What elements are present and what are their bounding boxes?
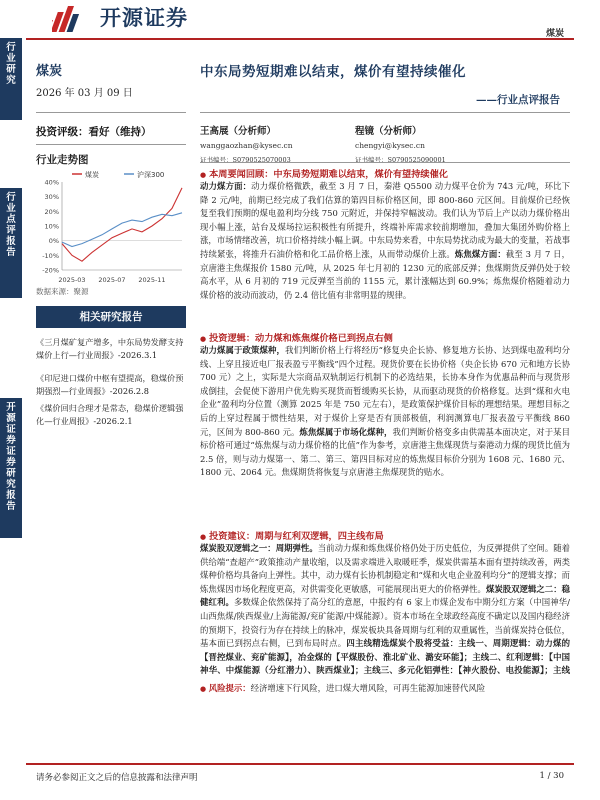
trend-chart-svg (36, 168, 186, 284)
lead-in: 四主线精选煤炭个股将受益：主线一、周期逻辑：动力煤的【晋控煤业、兖矿能源】，冶金煤的【平煤股份、淮北矿业、潞安环能】；主线二、红利逻辑：【中国神华、中煤能源（分红潜力）、陕西煤业】；主线三、多元化铝弹性：【神火股份、电投能源】；主线 (200, 638, 570, 676)
lead-in: 炼焦煤方面： (454, 248, 506, 259)
series-line (62, 188, 182, 261)
y-tick-label: 10% (44, 222, 59, 231)
lead-in: 动力煤方面： (200, 181, 252, 191)
divider (36, 144, 186, 145)
y-tick-label: -10% (42, 251, 59, 260)
trend-chart (36, 168, 186, 284)
trend-chart-title: 行业走势图 (36, 154, 89, 166)
related-report-item[interactable]: 《印尼进口煤价中枢有望提高，稳煤价预期强烈—行业周报》-2026.2.8 (36, 373, 184, 396)
y-tick-label: 30% (44, 193, 59, 202)
paragraph-text: 多数煤企依然保持了高分红的意愿，中报约有 6 家上市煤企发布中期分红方案（中国神华/山西焦煤/陕西煤业/上海能源/兖矿能源/中煤能源）。资本市场在全球政经高度不确定以及国内稳经济的预期下，投资行为存在持续上的脉冲，煤炭板块具备周期与红利的双重属性，当前煤炭持仓低位，基本面已到拐点右侧，已到布局时点。 (200, 597, 570, 649)
lead-in: 煤炭股双逻辑之二：稳健红利。 (200, 583, 570, 608)
paragraph-text: 我们判断价格变多由供需基本面决定，对于某目标价格可通过“炼焦煤与动力煤价格的比值”作为参考，京唐港主焦煤现货与秦港动力煤的现货比值为 2.5 倍，则与动力煤第一、第二、第三、第四目标对应的炼焦煤目标价分别为 1608 元、1680 元、1800 元、2064 元。焦煤期货将恢复与京唐港主焦煤现货的贴水。 (200, 426, 570, 478)
paragraph-text: 截至 3 月 7 日，京唐港主焦煤报价 1580 元/吨，从 2025 年七月初的 1230 元的底部反弹；焦煤期货反弹仍处于较高水平，从 6 月初的 719 元反弹至当前的 1155 元，累计涨幅达到 60.9%；炼焦煤价格随着动力煤价格的波动而波动，仍 2.4 倍比值有非常明显的规律。 (200, 248, 570, 300)
paragraph-text: 我们判断价格上行将经历“修复央企长协、修复地方长协、达到煤电盈利均分线、上穿且接近电厂报表盈亏平衡线”四个过程。现货价要在长协价格（央企长协 670 元和地方长协 700 元）之上，实际是大宗商品双轨制运行机制下的必选结果，长协本身作为优惠品种而与现货形成倒挂，会促使下游用户优先购买现货而暂缓购买长协，从而驱动现货的价格修复。达到“煤和火电企业”盈利均分位置（测算 2025 年是 750 元左右），是政策保护煤价目标的理想结果。理想目标之后的上穿过程属于惯性结果，对于煤价上穿是否有顶部极值，利润测算电厂报表盈亏平衡线 860 元，区间为 800-860 元。 (200, 345, 570, 437)
related-research-header: 相关研究报告 (36, 306, 186, 328)
series-line (62, 213, 182, 247)
sidebar-segment-brand: 开源证券 证券研究报告 (0, 398, 22, 538)
risk-warning: ● 风险提示：经济增速下行风险，进口煤大增风险，可再生能源加速替代风险 (200, 683, 486, 693)
brand-name: 开源证券 (100, 6, 188, 30)
divider (200, 162, 570, 163)
x-tick-label: 2025-11 (138, 276, 166, 284)
section-heading-investment-logic: ● 投资逻辑：动力煤和炼焦煤价格已到拐点右侧 (200, 330, 393, 344)
sidebar (0, 38, 22, 800)
lead-in: 动力煤属于政策煤种， (200, 345, 286, 355)
divider (200, 112, 570, 113)
y-tick-label: 40% (44, 178, 59, 187)
x-tick-label: 2025-07 (98, 276, 126, 284)
report-subtitle: ——行业点评报告 (476, 94, 560, 106)
paragraph-text: 动力煤价格微跌，截至 3 月 7 日，秦港 Q5500 动力煤平仓价为 743 元/吨，环比下降 2 元/吨，前期已经完成了我们估算的第四目标价格区间，即 800-860 元区间。目前煤价已经恢复至我们预期的煤电盈利均分线 750 元附近，并保持窄幅波动。我们认为节后上产以动力煤价格出现小幅上涨，站台及煤场拉运积极性有所提升，终端补库需求较前期增加，叠加大集团外购价格上涨，市场情绪改善，坑口价格持续小幅上调。中东局势来看，中东局势扰动成为最大的变量，若战事持续紧张，将推升石油价格和化工品价格上涨，从而带动煤价上涨。 (200, 181, 570, 259)
footer-disclaimer: 请务必参阅正文之后的信息披露和法律声明 (36, 773, 198, 783)
x-tick-label: 2025-03 (58, 276, 86, 284)
paragraph-investment-logic (200, 344, 570, 522)
page-number: 1 / 30 (539, 771, 564, 781)
author-name: 程镜（分析师） (355, 126, 422, 137)
report-title: 中东局势短期难以结束，煤价有望持续催化 (200, 64, 466, 80)
author-card (355, 126, 446, 166)
legend-label: 煤炭 (85, 171, 99, 179)
section-heading-investment-advice: ● 投资建议：周期与红利双逻辑，四主线布局 (200, 528, 384, 542)
footer-divider (26, 763, 574, 765)
sidebar-segment-report-type: 行业点评报告 (0, 188, 22, 298)
author-card (200, 126, 293, 166)
divider (36, 112, 186, 113)
author-email[interactable]: chengyi@kysec.cn (355, 141, 425, 150)
investment-rating: 投资评级：看好（维持） (36, 126, 152, 138)
paragraph-text: 当前动力煤和炼焦煤价格仍处于历史低位，为反弹提供了空间。随着供给端“查超产”政策推动产量收缩，以及需求端进入取暖旺季，煤炭供需基本面有望持续改善，两类煤种价格均具备向上弹性。其中，动力煤有长协机制稳定和“煤和火电企业盈利均分”的逻辑支撑；而炼焦煤因市场化程度更高，对供需变化更敏感，可能展现出更大的价格弹性。 (200, 543, 570, 594)
data-source: 数据来源：聚源 (36, 287, 89, 296)
report-date: 2026 年 03 月 09 日 (36, 88, 133, 99)
author-cert: 证书编号：S0790525070003 (200, 156, 291, 164)
author-cert: 证书编号：S0790525090001 (355, 156, 446, 164)
y-tick-label: 0% (48, 237, 59, 246)
paragraph-investment-advice (200, 542, 570, 676)
y-tick-label: -20% (42, 266, 59, 275)
author-email[interactable]: wanggaozhan@kysec.cn (200, 141, 293, 150)
header-divider (26, 38, 574, 40)
lead-in: 煤炭股双逻辑之一：周期弹性。 (200, 543, 318, 553)
related-report-item[interactable]: 《煤价回归合理才是常态，稳煤价逻辑强化—行业周报》-2026.2.1 (36, 403, 184, 426)
header-category-tag: 煤炭 (545, 29, 564, 39)
legend-label: 沪深300 (137, 171, 165, 179)
sidebar-segment-research: 行业研究 (0, 38, 22, 120)
paragraph-weekly-review (200, 180, 570, 324)
related-report-item[interactable]: 《三月煤矿复产增多，中东局势发酵支持煤价上行—行业周报》-2026.3.1 (36, 337, 184, 360)
y-tick-label: 20% (44, 207, 59, 216)
risk-warning-text: 经济增速下行风险，进口煤大增风险，可再生能源加速替代风险 (250, 683, 486, 693)
lead-in: 炼焦煤属于市场化煤种， (299, 426, 393, 437)
section-heading-weekly-review: ● 本周要闻回顾：中东局势短期难以结束，煤价有望持续催化 (200, 166, 448, 180)
risk-warning-label: 风险提示： (208, 683, 251, 693)
category-title: 煤炭 (36, 64, 63, 79)
author-name: 王高展（分析师） (200, 126, 277, 137)
